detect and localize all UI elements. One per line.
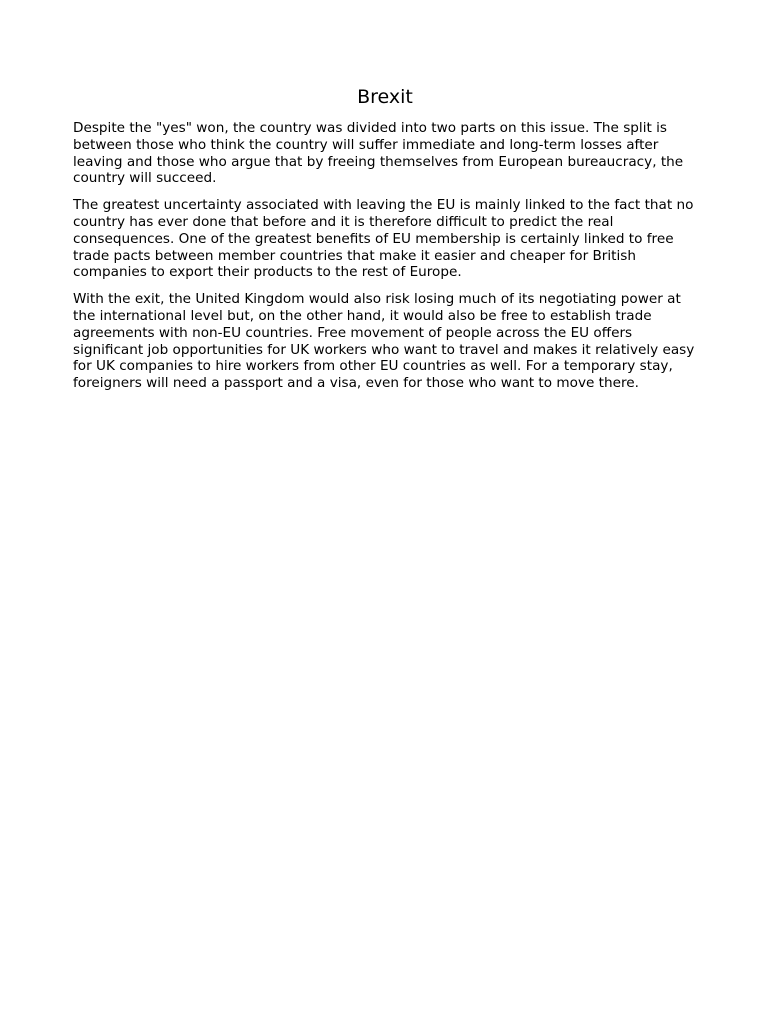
paragraph-1: Despite the "yes" won, the country was divided into two parts on this issue. The split is between those who think the country will suffer immediate and long-term losses after leaving and those who argue that by freeing themselves from European bureaucracy, the country will succeed. (73, 120, 684, 187)
document-page (73, 84, 697, 402)
document-title: Brexit (357, 86, 413, 108)
paragraph-2: The greatest uncertainty associated with leaving the EU is mainly linked to the fact that no country has ever done that before and it is therefore difficult to predict the real consequences. One of the greatest benefits of EU membership is certainly linked to free trade pacts between member countries that make it easier and cheaper for British companies to export their products to the rest of Europe. (73, 197, 694, 281)
paragraph-3: With the exit, the United Kingdom would also risk losing much of its negotiating power at the international level but, on the other hand, it would also be free to establish trade agreements with non-EU countries. Free movement of people across the EU offers significant job opportunities for UK workers who want to travel and makes it relatively easy for UK companies to hire workers from other EU countries as well. For a temporary stay, foreigners will need a passport and a visa, even for those who want to move there. (73, 291, 695, 392)
